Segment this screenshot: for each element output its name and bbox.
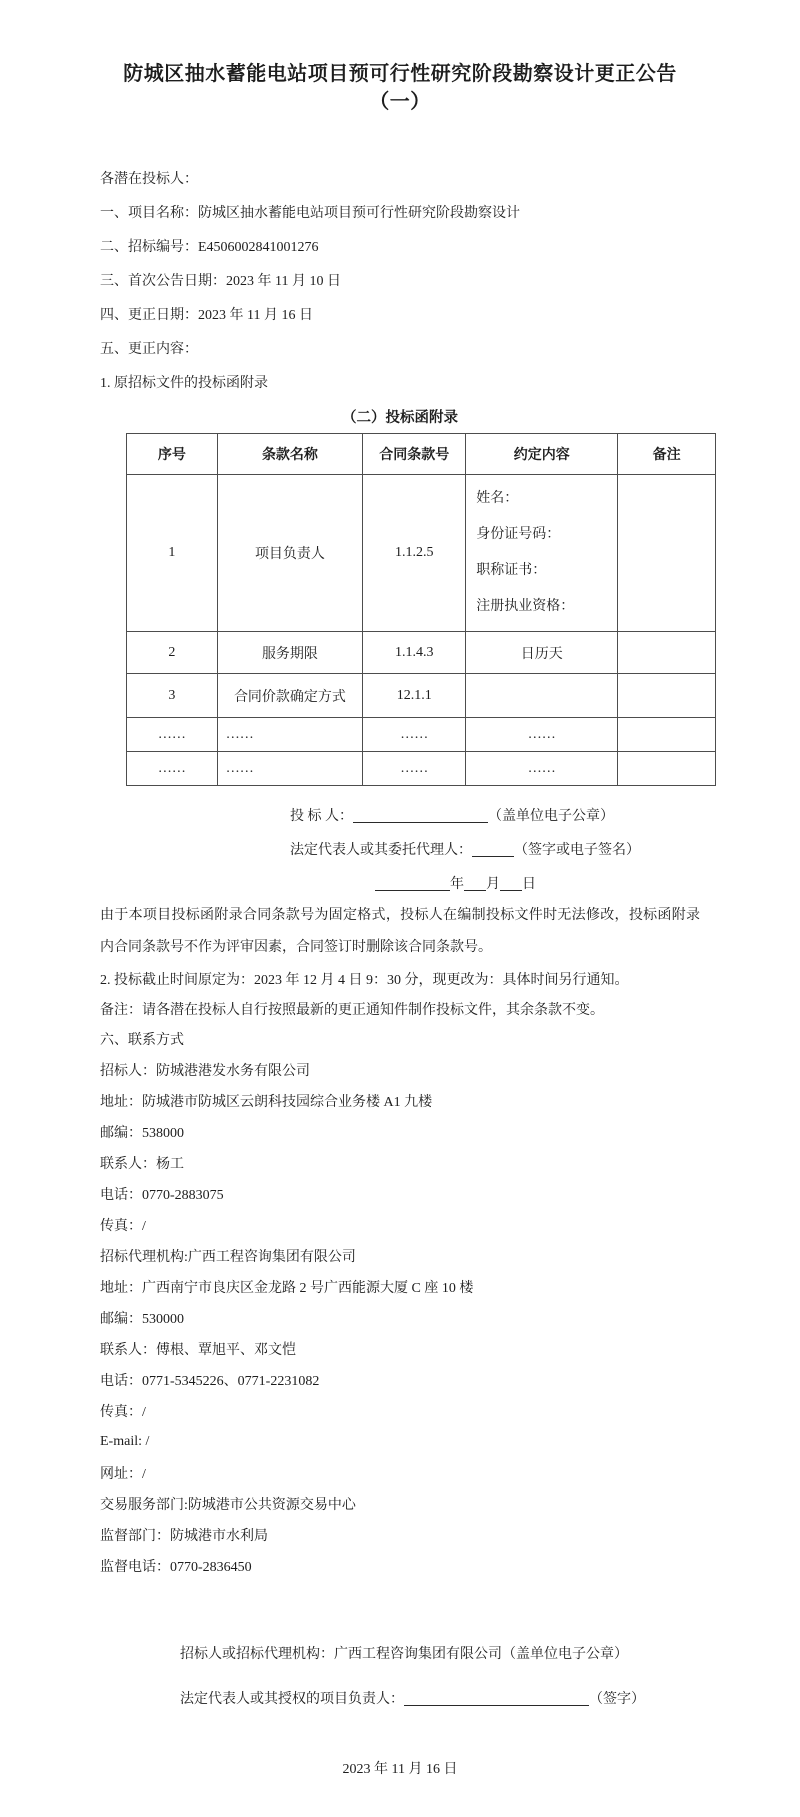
row3-note [618, 674, 716, 718]
footer-legal-rep-sign-note: （签字） [589, 1692, 645, 1707]
contact-agency-persons: 联系人：傅根、覃旭平、邓文恺 [100, 1342, 296, 1358]
agreed-line-title-certificate: 职称证书： [476, 563, 547, 578]
correction-1-title: 1. 原招标文件的投标函附录 [100, 376, 268, 391]
row5-no: …… [363, 752, 466, 786]
row2-note [618, 632, 716, 674]
contact-supervision-phone: 监督电话：0770-2836450 [100, 1559, 252, 1575]
page-title: 防城区抽水蓄能电站项目预可行性研究阶段勘察设计更正公告（一） [123, 63, 677, 113]
row3-seq: 3 [127, 674, 218, 718]
row1-clause: 项目负责人 [217, 475, 362, 632]
table-row [127, 718, 716, 752]
row1-note [618, 475, 716, 632]
item-correction-date: 四、更正日期：2023 年 11 月 16 日 [100, 308, 313, 323]
table-row [127, 752, 716, 786]
row5-clause: …… [217, 752, 362, 786]
bidder-label: 投 标 人： [290, 809, 353, 824]
row1-no: 1.1.2.5 [363, 475, 466, 632]
contact-supervision-dept: 监督部门：防城港市水利局 [100, 1528, 268, 1544]
row4-note [618, 718, 716, 752]
contact-agency-email: E-mail: / [100, 1433, 150, 1449]
footer-legal-rep-line [100, 1681, 700, 1715]
legal-rep-label: 法定代表人或其委托代理人： [290, 843, 472, 858]
contact-tenderer: 招标人：防城港港发水务有限公司 [100, 1063, 310, 1079]
contact-heading: 六、联系方式 [100, 1033, 184, 1048]
row1-agreed-content [466, 475, 618, 632]
agreed-line-name: 姓名： [476, 491, 519, 506]
bidder-signature-line [100, 798, 700, 832]
table-row [127, 632, 716, 674]
bidder-signature-block [100, 798, 700, 900]
item-tender-number: 二、招标编号：E4506002841001276 [100, 240, 319, 255]
legal-rep-blank-line [472, 841, 514, 857]
item-correction-content: 五、更正内容： [100, 342, 198, 357]
bidder-seal-note: （盖单位电子公章） [488, 809, 614, 824]
header-contract-clause-no: 合同条款号 [363, 434, 466, 475]
correction-2-line: 2. 投标截止时间原定为：2023 年 12 月 4 日 9：30 分，现更改为：具体时间另行通知。 [100, 973, 629, 988]
header-agreed-content: 约定内容 [466, 434, 618, 475]
row2-no: 1.1.4.3 [363, 632, 466, 674]
fixed-format-note: 由于本项目投标函附录合同条款号为固定格式，投标人在编制投标文件时无法修改，投标函附录内合同条款号不作为评审因素，合同签订时删除该合同条款号。 [100, 908, 700, 955]
bidder-blank-line [353, 807, 488, 823]
footer-agency-seal-line: 招标人或招标代理机构：广西工程咨询集团有限公司（盖单位电子公章） [180, 1647, 628, 1662]
table-header-row [127, 434, 716, 475]
row2-agreed-content: 日历天 [466, 632, 618, 674]
contact-tenderer-fax: 传真：/ [100, 1218, 146, 1234]
date-year-label: 年 [450, 877, 464, 892]
footer-legal-rep-label: 法定代表人或其授权的项目负责人： [180, 1692, 404, 1707]
contact-trade-service-dept: 交易服务部门:防城港市公共资源交易中心 [100, 1497, 356, 1513]
table-row [127, 674, 716, 718]
contact-tenderer-address: 地址：防城港市防城区云朗科技园综合业务楼 A1 九楼 [100, 1094, 433, 1110]
row4-clause: …… [217, 718, 362, 752]
remark-line: 备注：请各潜在投标人自行按照最新的更正通知件制作投标文件，其余条款不变。 [100, 1003, 604, 1018]
row3-no: 12.1.1 [363, 674, 466, 718]
salutation: 各潜在投标人： [100, 172, 198, 187]
intro-items [100, 161, 700, 399]
date-day-blank [500, 875, 522, 891]
legal-rep-signature-line [100, 832, 700, 866]
row5-note [618, 752, 716, 786]
contact-tenderer-phone: 电话：0770-2883075 [100, 1187, 224, 1203]
footer-date: 2023 年 11 月 16 日 [342, 1762, 458, 1777]
header-clause-name: 条款名称 [217, 434, 362, 475]
header-note: 备注 [618, 434, 716, 475]
contact-tenderer-postcode: 邮编：538000 [100, 1125, 184, 1141]
contact-agency-phones: 电话：0771-5345226、0771-2231082 [100, 1373, 320, 1389]
date-year-blank [375, 875, 450, 891]
table-caption: （二）投标函附录 [342, 409, 458, 426]
contact-tenderer-person: 联系人：杨工 [100, 1156, 184, 1172]
row2-clause: 服务期限 [217, 632, 362, 674]
agreed-line-id-number: 身份证号码： [476, 527, 561, 542]
row4-agreed-content: …… [466, 718, 618, 752]
row5-seq: …… [127, 752, 218, 786]
legal-rep-sign-note: （签字或电子签名） [514, 843, 640, 858]
contact-agency-website: 网址：/ [100, 1466, 146, 1482]
signature-date-line [100, 866, 700, 900]
row5-agreed-content: …… [466, 752, 618, 786]
row3-agreed-content [466, 674, 618, 718]
row4-no: …… [363, 718, 466, 752]
contact-agency-fax: 传真：/ [100, 1404, 146, 1420]
agreed-line-registered-qualification: 注册执业资格： [476, 599, 575, 614]
contact-section [100, 1054, 700, 1581]
footer-legal-rep-blank [404, 1690, 589, 1706]
contact-agency-postcode: 邮编：530000 [100, 1311, 184, 1327]
contact-agency-address: 地址：广西南宁市良庆区金龙路 2 号广西能源大厦 C 座 10 楼 [100, 1280, 474, 1296]
date-month-label: 月 [486, 877, 500, 892]
bid-letter-appendix-table-wrap [126, 433, 700, 786]
contact-agency: 招标代理机构:广西工程咨询集团有限公司 [100, 1249, 356, 1265]
header-seq: 序号 [127, 434, 218, 475]
row4-seq: …… [127, 718, 218, 752]
row2-seq: 2 [127, 632, 218, 674]
date-month-blank [464, 875, 486, 891]
date-day-label: 日 [522, 877, 536, 892]
bid-letter-appendix-table [126, 433, 716, 786]
row1-seq: 1 [127, 475, 218, 632]
item-project-name: 一、项目名称：防城区抽水蓄能电站项目预可行性研究阶段勘察设计 [100, 206, 520, 221]
item-first-announcement-date: 三、首次公告日期：2023 年 11 月 10 日 [100, 274, 341, 289]
table-row [127, 475, 716, 632]
row3-clause: 合同价款确定方式 [217, 674, 362, 718]
